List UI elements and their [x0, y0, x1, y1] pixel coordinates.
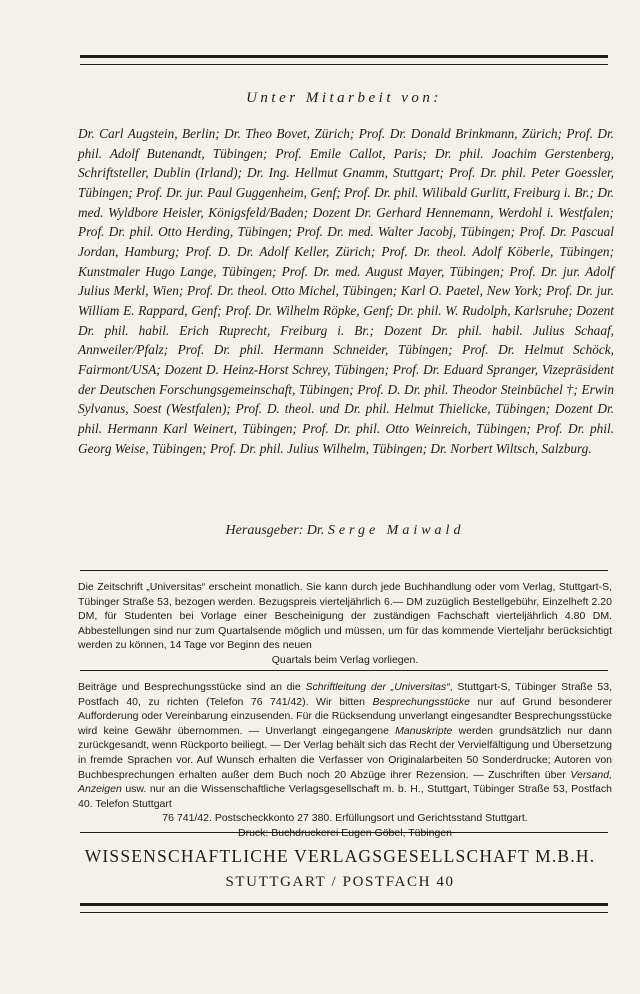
rule-above-contributions [80, 670, 608, 671]
contrib-em-4: Versand, Anzeigen [78, 768, 612, 796]
contributors-list: Dr. Carl Augstein, Berlin; Dr. Theo Bovet, Zürich; Prof. Dr. Donald Brinkmann, Zürich; Prof. Dr. phil. Adolf Butenandt, Tübingen; Prof. Emile Callot, Paris; Dr. phil. Joachim Gerstenberg, Schriftsteller, Dublin (Irland); Dr. Ing. Hellmut Gnamm, Stuttgart; Prof. Dr. phil. Peter Goessler, Tübingen; Prof. Dr. jur. Paul Guggenheim, Genf; Prof. Dr. phil. Wilibald Gurlitt, Freiburg i. Br.; Dr. med. Wyldbore Heisler, Königsfeld/Baden; Dozent Dr. Gerhard Hennemann, Werdohl i. Westfalen; Prof. Dr. phil. Otto Herding, Tübingen; Prof. Dr. med. Walter Jacobj, Tübingen; Prof. Dr. Pascual Jordan, Hamburg; Prof. D. Dr. Adolf Keller, Zürich; Prof. Dr. theol. Adolf Köberle, Tübingen; Kunstmaler Hugo Lange, Tübingen; Prof. Dr. med. August Mayer, Tübingen; Prof. Dr. jur. Adolf Julius Merkl, Wien; Prof. Dr. theol. Otto Michel, Tübingen; Karl O. Paetel, New York; Prof. Dr. jur. William E. Rappard, Genf; Prof. Dr. Wilhelm Röpke, Genf; Dr. phil. W. Rudolph, Karlsruhe; Dozent Dr. phil. habil. Erich Ruprecht, Freiburg i. Br.; Dozent Dr. phil. habil. Julius Schaaf, Annweiler/Pfalz; Prof. Dr. phil. Hermann Schneider, Tübingen; Prof. Dr. Helmut Schöck, Fairmont/USA; Dozent D. Heinz-Horst Schrey, Tübingen; Prof. Dr. Eduard Spranger, Vizepräsident der Deutschen Forschungsgemeinschaft, Tübingen; Prof. D. Dr. phil. Theodor Steinbüchel †; Erwin Sylvanus, Soest (Westfalen); Prof. D. theol. und Dr. phil. Helmut Thielicke, Tübingen; Dozent Dr. phil. Hermann Karl Weinert, Tübingen; Prof. Dr. phil. Otto Weinreich, Tübingen; Prof. Dr. phil. Georg Weise, Tübingen; Prof. Dr. phil. Julius Wilhelm, Tübingen; Dr. Norbert Wiltsch, Salzburg. [78, 126, 614, 456]
rule-above-footer [80, 832, 608, 833]
footer-company: WISSENSCHAFTLICHE VERLAGSGESELLSCHAFT M.B.H. [84, 846, 596, 866]
contrib-em-2: Besprechungsstücke [372, 695, 470, 708]
subscription-last-line: Quartals beim Verlag vorliegen. [271, 653, 419, 666]
footer-address: STUTTGART / POSTFACH 40 [225, 874, 455, 890]
contrib-part-4: werden grundsätzlich nur dann zurückgesandt, wenn Rückporto beiliegt. — Der Verlag behält sich das Recht der Vervielfältigung und Übersetzung in fremde Sprachen vor. Auf Wunsch erhalten die Verfasser von Originalarbeiten 50 Sonderdrucke; Autoren von Buchbesprechungen erhalten außer dem Buch noch 20 Abzüge ihrer Rezension. — Zuschriften über [78, 724, 612, 781]
contrib-last-line-2: Druck: Buchdruckerei Eugen Göbel, Tübingen [237, 826, 452, 839]
top-double-rule [80, 55, 608, 65]
contrib-part-3: nur auf Grund besonderer Aufforderung oder Vereinbarung einzusenden. Für die Rücksendung unverlangt eingesandter Besprechungsstücke wird keine Gewähr übernommen. — Unverlangt eingegangene [78, 695, 613, 737]
publisher-name: Serge Maiwald [327, 523, 465, 538]
subscription-info [78, 580, 612, 668]
publisher-line [80, 523, 610, 539]
contrib-part-2: , Stuttgart-S, Tübinger Straße 53, Postfach 40, zu richten (Telefon 76 741/42). Wir bitten [78, 681, 612, 708]
bottom-double-rule [80, 903, 608, 913]
contrib-part-5: usw. nur an die Wissenschaftliche Verlagsgesellschaft m. b. H., Stuttgart, Tübinger Straße 53, Postfach 40. Telefon Stuttgart [78, 783, 612, 810]
contrib-part-1: Beiträge und Besprechungsstücke sind an die [78, 681, 301, 693]
contributors-heading: Unter Mitarbeit von: [246, 90, 442, 106]
contrib-last-line-1: 76 741/42. Postscheckkonto 27 380. Erfüllungsort und Gerichtsstand Stuttgart. [162, 812, 528, 825]
publisher-label: Herausgeber: Dr. [225, 523, 325, 538]
rule-above-subscription [80, 570, 608, 571]
subscription-text: Die Zeitschrift „Universitas“ erscheint monatlich. Sie kann durch jede Buchhandlung oder vom Verlag, Stuttgart-S, Tübinger Straße 53, bezogen werden. Bezugspreis vierteljährlich 6.— DM zuzüglich Bestellgebühr, Einzelheft 2.20 DM, für Studenten bei Vorlage einer Bescheinigung der zuständigen Fachschaft vierteljährlich 4.80 DM. Abbestellungen sind nur zum Quartalsende möglich und müssen, um für das kommende Vierteljahr berücksichtigt werden zu können, 14 Tage vor Beginn des neuen [78, 581, 612, 652]
contrib-em-1: Schriftleitung der „Universitas“ [305, 681, 450, 693]
contributions-info [78, 680, 612, 841]
contrib-em-3: Manuskripte [395, 724, 453, 737]
